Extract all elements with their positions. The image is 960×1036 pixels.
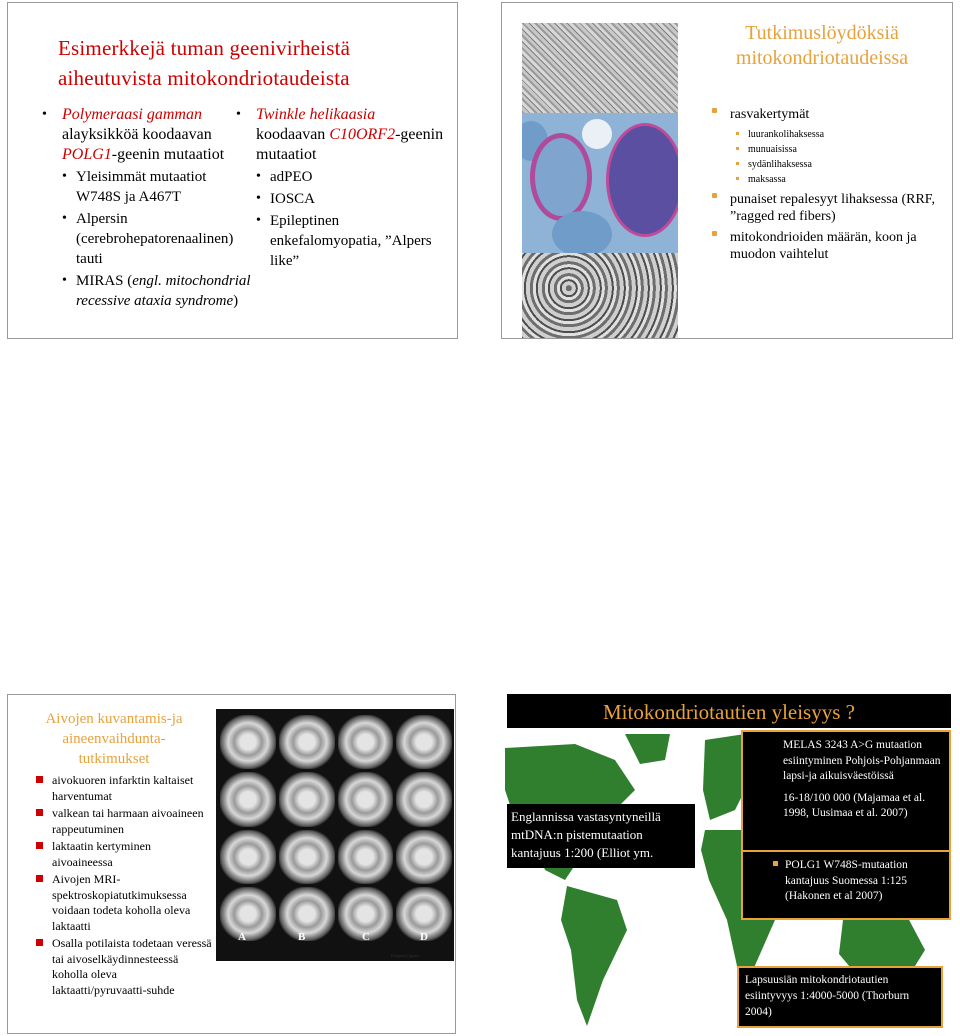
mri-slice: [396, 772, 452, 826]
imaging-item: [52, 839, 212, 870]
mri-label-d: D: [420, 931, 428, 943]
twinkle-sub-2-text: IOSCA: [270, 191, 316, 207]
bullet-icon: [36, 842, 43, 849]
bullet-icon: •: [256, 191, 261, 206]
imaging-item: [52, 773, 212, 804]
slide-brain-imaging: [7, 694, 456, 1034]
imaging-item-text: aivokuoren infarktin kaltaiset harventumat: [52, 773, 194, 803]
finding-subtext: sydänlihaksessa: [748, 159, 812, 170]
bullet-icon: •: [236, 107, 241, 122]
twinkle-sub-2: [256, 189, 451, 209]
slide2-title: Tutkimuslöydöksiä mitokondriotaudeissa: [735, 22, 909, 69]
fiber-shape: [582, 119, 612, 149]
imaging-item-text: Osalla potilaista todetaan veressä tai aivoselkäydinnesteessä koholla oleva laktaatti/pyruvaatti-suhde: [52, 936, 212, 997]
electron-micrograph-top: [522, 23, 678, 113]
england-prevalence-box: [507, 804, 695, 868]
mri-slice: [396, 830, 452, 884]
bullet-icon: •: [62, 273, 67, 288]
polg1-sub-1: [62, 167, 252, 207]
polg1-column: [42, 105, 252, 311]
bullet-icon: •: [62, 169, 67, 184]
fiber-shape: [552, 211, 612, 257]
twinkle-bullet: [236, 105, 451, 165]
bullet-icon: [736, 177, 739, 180]
finding-item: [730, 191, 950, 225]
miras-english: engl. mitochondrial recessive ataxia syndrome: [76, 273, 251, 309]
muscle-stain-micrograph: [522, 113, 678, 253]
findings-list: [730, 106, 950, 267]
polg1-mutations-label: -geenin mutaatiot: [111, 146, 225, 163]
twinkle-sub-3: [256, 211, 451, 271]
electron-micrograph-mitochondria: [522, 253, 678, 339]
imaging-item: [52, 872, 212, 934]
twinkle-sub-3-text: Epileptinen enkefalomyopatia, ”Alpers like”: [270, 213, 432, 269]
finding-subitem: [748, 127, 950, 142]
finding-item: [730, 229, 950, 263]
bullet-icon: •: [62, 211, 67, 226]
mri-slice: [220, 772, 276, 826]
mri-label-c: C: [362, 931, 370, 943]
england-prevalence-text: Englannissa vastasyntyneillä mtDNA:n pistemutaation kantajuus 1:200 (Elliot ym.: [511, 809, 661, 860]
bullet-icon: [36, 776, 43, 783]
slide4-title: Mitokondriotautien yleisyys ?: [507, 694, 951, 728]
mri-slice: [279, 772, 335, 826]
bullet-icon: [736, 132, 739, 135]
finding-item: [730, 106, 950, 123]
mri-slice: [279, 715, 335, 769]
miras-suffix: ): [233, 293, 239, 309]
mri-slice: [279, 887, 335, 941]
slide3-title: Aivojen kuvantamis-ja aineenvaihdunta-tutkimukset: [45, 711, 183, 767]
bullet-icon: [36, 939, 43, 946]
imaging-findings-list: [52, 773, 212, 1000]
bullet-icon: [773, 861, 778, 866]
mri-slice: [396, 715, 452, 769]
polg1-coding-label: alayksikköä koodaavan: [62, 126, 212, 143]
slide-prevalence: [501, 694, 953, 1034]
polg1-gene-name: POLG1: [62, 146, 112, 163]
finding-subitem: [748, 172, 950, 187]
bullet-icon: [712, 193, 717, 198]
polg1-sub-3: [62, 271, 252, 311]
slide-research-findings: [501, 2, 953, 339]
mri-image-grid: [216, 709, 454, 951]
twinkle-sub-1-text: adPEO: [270, 169, 313, 185]
mri-slice: [220, 715, 276, 769]
imaging-item-text: Aivojen MRI-spektroskopiatutkimuksessa voidaan todeta koholla oleva laktaatti: [52, 872, 191, 933]
melas-frequency-text: 16-18/100 000 (Majamaa et al. 1998, Uusimaa et al. 2007): [783, 791, 926, 819]
finding-subtext: maksassa: [748, 174, 786, 185]
twinkle-column: [236, 105, 451, 271]
imaging-item: [52, 806, 212, 837]
finding-text: punaiset repalesyyt lihaksessa (RRF, ”ragged red fibers): [730, 192, 935, 224]
polg1-carrier-text: POLG1 W748S-mutaation kantajuus Suomessa 1:125 (Hakonen et al 2007): [785, 859, 908, 902]
bullet-icon: [36, 809, 43, 816]
polg1-enzyme-label: Polymeraasi gamman: [62, 106, 202, 123]
polg1-sub-1-text: Yleisimmät mutaatiot W748S ja A467T: [76, 169, 207, 205]
melas-text: MELAS 3243 A>G mutaation esiintyminen Pohjois-Pohjanmaan lapsi-ja aikuisväestöissä: [783, 739, 941, 782]
finding-subitem: [748, 142, 950, 157]
childhood-prevalence-box: [737, 966, 943, 1028]
imaging-item-text: valkean tai harmaan aivoaineen rappeutuminen: [52, 806, 204, 836]
bullet-icon: [36, 875, 43, 882]
bullet-icon: [712, 108, 717, 113]
mri-slice: [220, 887, 276, 941]
finding-subtext: munuaisissa: [748, 144, 797, 155]
slide1-title: Esimerkkejä tuman geenivirheistä aiheutuvista mitokondriotaudeista: [58, 36, 351, 90]
finding-subtext: luurankolihaksessa: [748, 129, 825, 140]
mri-slice: [338, 830, 394, 884]
mri-label-b: B: [298, 931, 306, 943]
imaging-item-text: laktaatin kertyminen aivoaineessa: [52, 839, 151, 869]
mri-label-a: A: [238, 931, 246, 943]
polg1-bullet: [42, 105, 252, 165]
childhood-prevalence-text: Lapsuusiän mitokondriotautien esiintyvyys 1:4000-5000 (Thorburn 2004): [745, 974, 910, 1018]
twinkle-gene-name: C10ORF2: [329, 126, 396, 143]
imaging-item: [52, 936, 212, 998]
mri-slice: [338, 772, 394, 826]
bullet-icon: •: [256, 169, 261, 184]
micrograph-images: [522, 23, 678, 339]
bullet-icon: •: [42, 107, 47, 122]
finding-subitem: [748, 157, 950, 172]
twinkle-enzyme-label: Twinkle helikaasia: [256, 106, 376, 123]
ragged-red-fiber: [530, 133, 592, 221]
twinkle-coding-label: koodaavan: [256, 126, 326, 143]
polg1-sub-2: [62, 209, 252, 269]
finding-text: mitokondrioiden määrän, koon ja muodon vaihtelut: [730, 230, 917, 262]
finding-text: rasvakertymät: [730, 107, 810, 122]
mri-slice: [279, 830, 335, 884]
bullet-icon: •: [256, 213, 261, 228]
frequency-axis-label: Frequency (ppm): [391, 953, 419, 958]
slide-nuclear-gene-examples: [7, 2, 458, 339]
miras-prefix: MIRAS (: [76, 273, 133, 289]
mri-slice: [338, 715, 394, 769]
mri-slice: [220, 830, 276, 884]
bullet-icon: [736, 162, 739, 165]
ragged-red-fiber-large: [606, 123, 678, 237]
polg1-sub-2-text: Alpersin (cerebrohepatorenaalinen) tauti: [76, 211, 234, 267]
bullet-icon: [736, 147, 739, 150]
twinkle-sub-1: [256, 167, 451, 187]
twinkle-mutations-label: -geenin mutaatiot: [256, 126, 444, 163]
polg1-carrier-box: [741, 850, 951, 920]
melas-prevalence-box: [741, 730, 951, 870]
bullet-icon: [712, 231, 717, 236]
